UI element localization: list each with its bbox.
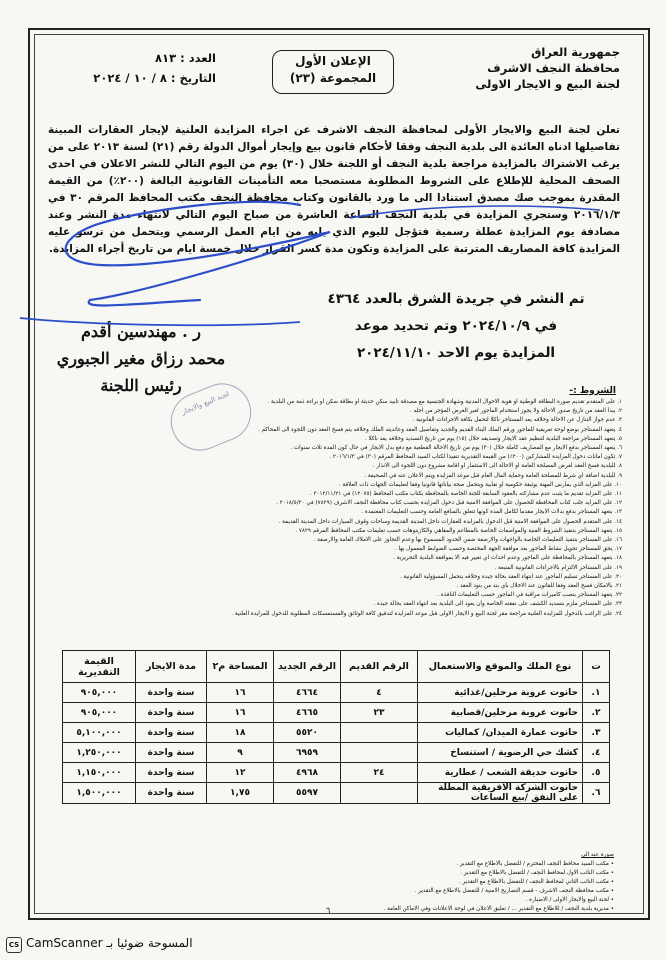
cell-new: ٦٩٥٩ [274, 743, 341, 763]
stamp-text: لجنة البيع والايجار [180, 389, 231, 417]
condition-item: ١٣. يتعهد المستأجر بدفع بدلات الايجار مقدما لكامل المدة كونها تتعلق بالمنافع العامة وحسب التعليمات المعتمدة . [361, 509, 622, 516]
cell-value: ٩٠٥,٠٠٠ [63, 703, 136, 723]
condition-item: ٥. يتعهد المستأجر مراجعة البلدية لتنظيم عقد الايجار وتصديقه خلال (١٥) يوم من تاريخ التسديد وخلافه يعد ناكلا . [365, 435, 622, 442]
col-value: القيمة التقديرية [63, 651, 136, 683]
condition-item: ١٢. على المزايد جلب كتاب المحافظة للحصول على الموافقة الامنية قبل دخول المزايدة بحسب كتاب محافظة النجف الاشرف (٧٨٢٩) في ٢٠١٨/٥/٢٠ . [276, 500, 622, 507]
cell-new: ٥٥٢٠ [274, 723, 341, 743]
condition-item: ٤. يتعهد المستأجر بوضع لوحة تعريفية للمأجور ورقم الملك البناء القديم والجديد وتفاصيل العقد وعائديته الملك وخلافه يتم فسخ العقد دون اللجوء الى المحاكم . [258, 426, 622, 433]
cell-new: ٤٦٦٥ [274, 703, 341, 723]
condition-item: ١٧. يحق للمستأجر تحويل نشاط المأجور بعد موافقة الجهة المختصة وحسب الضوابط المعمول بها . [394, 546, 622, 553]
condition-item: ١٤. على المتقدم الحصول على الموافقة الامنية قبل الدخول بالمزايدة للعقارات داخل المدينة القديمة وساحات وقوف السيارات داخل المدينة القديمة . [278, 518, 622, 525]
cell-no: ١. [583, 683, 610, 703]
reference-number: العدد : ٨١٣ [155, 51, 216, 65]
cell-location: حانوت عمارة الميدان/ كماليات [418, 723, 583, 743]
cell-old: ٢٣ [341, 703, 418, 723]
cell-new: ٥٥٩٧ [274, 783, 341, 804]
cell-duration: سنة واحدة [136, 763, 207, 783]
condition-item: ٨. للبلدية فسخ العقد لغرض المصلحة العامة او الاحالة الى الاستثمار او اقامة مشروع دون اللجوء الى الانذار . [372, 463, 622, 470]
condition-item: ٩. للبلدية اضافة اي شرط للمصلحة العامة وحماية المال العام قبل موعد المزايدة ويتم الاعلان عنه في الصحيفة . [364, 472, 622, 479]
cell-duration: سنة واحدة [136, 783, 207, 804]
announcement-body: تعلن لجنة البيع والايجار الأولى لمحافظة النجف الاشرف عن اجراء المزايدة العلنية لإيجار العقارات المبينة تفاصيلها ادناه العائدة الى بلدية النجف وفقا لأحكام قانون بيع وإيجار أموال الدولة رقم (٢١) لسنة ٢٠١٣ على من يرغب الاشتراك بالمزايدة مراجعة بلدية النجف أو اللجنة خلال (٣٠) يوم من اليوم التالي للنشر الاعلان في احدى الصحف المحلية للإطلاع على الشروط المطلوبة مستصحبا معه التأمينات القانونية البالغة (٢٠٠٪) من القيمة المقدرة بموجب صك مصدق استنادا الى ما ورد بالقانون وكتاب محافظة النجف مكتب المحافظ المرقم ٣٠ في ٢٠١٦/١/٣ وستجري المزايدة في بلدية النجف الساعة العاشرة من صباح اليوم التالي لانتهاء مدة النشر وعند مصادفة يوم المزايدة عطلة رسمية فتؤجل لليوم الذي يليه من ايام العمل الرسمي ويتحمل من ترسو عليه المزايدة كافة المصاريف المترتبة على المزايدة وتكون مدة كسر القرار خلال خمسة ايام من تاريخ أجراء المزايدة. [48, 124, 621, 255]
camscanner-caption: المسوحة ضوئيا بـ [106, 936, 193, 950]
col-new-number: الرقم الجديد [274, 651, 341, 683]
distribution-title: صورة عنه الى [581, 852, 614, 858]
condition-item: ٢١. بالامكان فسخ العقد وفقا للقانون عند الاخلال بأي بند من بنود العقد . [456, 583, 622, 590]
cell-value: ١,٢٥٠,٠٠٠ [63, 743, 136, 763]
col-location: نوع الملك والموقع والاستعمال [418, 651, 583, 683]
distribution-item: • مكتب النائب الاول لمحافظ النجف / للتفضل بالاطلاع مع التقدير . [460, 870, 614, 876]
col-area: المساحة م٢ [207, 651, 274, 683]
signer-name: محمد رزاق مغير الجبوري [56, 349, 226, 368]
distribution-item: • مديرية بلدية النجف / للاطلاع مع التقدير ... / تعليق الاعلان في لوحة الاعلانات وفي الاماكن العامة . [383, 906, 614, 912]
col-duration: مدة الايجار [136, 651, 207, 683]
cell-area: ٩ [207, 743, 274, 763]
cell-no: ٤. [583, 743, 610, 763]
condition-item: ١٦. على المستأجر بتنفيذ التعليمات الخاصة بالواجهات والارصفة ضمن الحدود المسموح بها وعدم التجاوز على الاملاك العامة والارصفة . [313, 537, 622, 544]
condition-item: ٧. تكون امانات دخول المزايدة للمشاركين (٢٠٠٪) من القيمة التقديرية تنفيذا لكتاب السيد المحافظ المرقم (٣٠) في ٢٠١٦/١/٣ . [329, 454, 622, 461]
publication-line-1: تم النشر في جريدة الشرق بالعدد ٤٣٦٤ [327, 291, 585, 307]
cell-no: ٢. [583, 703, 610, 723]
announcement-title: الإعلان الأول [295, 54, 371, 68]
condition-item: ١. على المتقدم تقديم صورة البطاقة الوطنية او هوية الاحوال المدنية وشهادة الجنسية مع مصدقة تأييد سكن حديثة او بطاقة سكن او براءة ذمة من البلدية . [267, 399, 622, 405]
publication-line-3: المزايدة يوم الاحد ٢٠٢٤/١١/١٠ [356, 345, 556, 361]
condition-item: ٢٠. على المستأجر تسليم المأجور عند انتهاء العقد بحالة جيدة وخلافه يتحمل المسؤولية القانونية . [399, 573, 622, 580]
condition-item: ٦. يتعهد المستأجر بدفع الايجار مع المصاريف كاملة خلال (٣٠) يوم من تاريخ الاحالة القطعية مع دفع بدل الايجار في حال كون المدة ثلاث سنوات . [290, 445, 622, 452]
condition-item: ١٥. يتعهد المستأجر بتنفيذ الشروط الفنية والمواصفات الخاصة بالمطاعم والمقاهي والكازينوهات حسب تعليمات مكتب المحافظ المرقم ٧٨٢٩ . [295, 527, 622, 534]
issuer-line-2: محافظة النجف الاشرف [487, 61, 620, 75]
publication-line-2: في ٢٠٢٤/١٠/٩ وتم تحديد موعد [354, 318, 558, 334]
signer-role: رئيس اللجنة [100, 376, 182, 395]
cell-old: ٤ [341, 683, 418, 703]
condition-item: ٢٤. على الراغب بالدخول للمزايدة العلنية مراجعة مقر لجنة البيع و الايجار الاولى قبل موعد المزايدة لتدقيق كافة الوثائق والمستمسكات المطلوبة للدخول للمزايدة العلنية . [231, 610, 622, 617]
col-no: ت [583, 651, 610, 683]
cell-value: ٥,١٠٠,٠٠٠ [63, 723, 136, 743]
group-number: المجموعة (٢٣) [289, 71, 377, 85]
cell-location: حانوت الشركة الافريقية المطلة على النفق /بيع الساعات [418, 783, 583, 804]
cell-no: ٣. [583, 723, 610, 743]
cell-value: ١,٥٠٠,٠٠٠ [63, 783, 136, 804]
conditions-title: الشروط :- [569, 386, 616, 396]
cell-value: ١,١٥٠,٠٠٠ [63, 763, 136, 783]
cell-area: ١٨ [207, 723, 274, 743]
reference-date: التاريخ : ٨ / ١٠ / ٢٠٢٤ [93, 71, 216, 85]
signer-title: ر . مهندسين أقدم [81, 322, 201, 341]
condition-item: ١٨. يتعهد المستأجر بالمحافظة على المأجور وعدم احداث اي تغيير فيه الا بموافقة البلدية التحريرية . [393, 555, 622, 562]
cell-duration: سنة واحدة [136, 743, 207, 763]
cell-location: حانوت عروبة مرحلين/غذائية [418, 683, 583, 703]
cell-area: ١٦ [207, 703, 274, 723]
distribution-item: • مكتب السيد محافظ النجف المحترم / للتفضل بالاطلاع مع التقدير . [456, 861, 614, 867]
condition-item: ٣. عدم جواز التنازل عن الاحالة وخلافه يعد المستأجر ناكلا لتحمل بكافة الاجراءات القانونية . [412, 417, 622, 424]
distribution-item: • لجنة البيع والايجار الاولى / الاضبارة . [525, 897, 614, 903]
cell-value: ٩٠٥,٠٠٠ [63, 683, 136, 703]
distribution-item: • مكتب النائب الثاني لمحافظ النجف / للتفضل بالاطلاع مع التقدير . [458, 879, 614, 885]
col-old-number: الرقم القديم [341, 651, 418, 683]
camscanner-name: CamScanner [26, 936, 103, 950]
cell-area: ١٦ [207, 683, 274, 703]
condition-item: ٢. يبدأ العقد من تاريخ صدور الاحالة ولا يجوز استخدام المأجور لغير الغرض المؤجر من اجله . [410, 408, 622, 415]
condition-item: ١٠. على المزايد الذي يمارس المهنة بوثيقة حكومية او نقابية ويتحمل صحة بياناتها قانونيا وفقا لتعليمات الجهات ذات العلاقة . [338, 481, 622, 488]
cell-duration: سنة واحدة [136, 723, 207, 743]
cell-duration: سنة واحدة [136, 703, 207, 723]
cell-area: ١,٧٥ [207, 783, 274, 804]
condition-item: ٢٢. يتعهد المستأجر بنصب كاميرات مراقبة في المأجور حسب التعليمات النافذة . [437, 592, 622, 599]
distribution-item: • مكتب محافظة النجف الاشرف - قسم التصاريح الامنية / للتفضل بالاطلاع مع التقدير . [414, 888, 614, 894]
cell-area: ١٢ [207, 763, 274, 783]
cell-no: ٦. [583, 783, 610, 804]
cell-location: كشك حي الرضوية / استنساخ [418, 743, 583, 763]
cell-location: حانوت عروبة مرحلين/قصابية [418, 703, 583, 723]
cell-old: ٢٤ [341, 763, 418, 783]
condition-item: ٢٣. على المستأجر ملزم بتسديد الكشف على نفقته الخاصة وأن يعود الى البلدية بعد انتهاء العقد بحالة جيدة . [373, 601, 622, 608]
issuer-line-3: لجنة البيع و الايجار الاولى [475, 77, 620, 91]
page-number: ٦ [326, 906, 331, 915]
issuer-line-1: جمهورية العراق [531, 45, 620, 59]
cell-new: ٤٩٦٨ [274, 763, 341, 783]
camscanner-logo-icon: CS [6, 937, 22, 953]
condition-item: ١١. على المزايد تقديم ما يثبت عدم مشاركته بالعقود السابقة للجنة الخاصة بالمحافظة بكتاب مكتب المحافظ (١٢٠٧٥) في ٢٠١٢/١١/٢١ . [309, 491, 622, 498]
cell-new: ٤٦٦٤ [274, 683, 341, 703]
camscanner-watermark [0, 932, 240, 956]
cell-duration: سنة واحدة [136, 683, 207, 703]
cell-location: حانوت حديقة الشعب / عطارية [418, 763, 583, 783]
cell-no: ٥. [583, 763, 610, 783]
condition-item: ١٩. على المستأجر الالتزام بالاجراءات القانونية المتبعة . [494, 564, 622, 571]
